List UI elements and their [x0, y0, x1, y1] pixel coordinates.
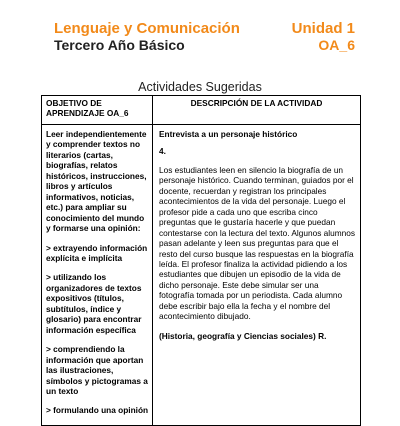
objective-statement: Leer independientemente y comprender textos no literarios (cartas, biografías, relatos históricos, instrucciones, libros y artículos informativos, noticias, etc.) para ampliar su conocimiento del mundo y formarse una opinión: — [46, 129, 147, 234]
objective-cell — [42, 125, 153, 426]
objective-bullet: > comprendiendo la información que aportan las ilustraciones, símbolos y pictogramas a un texto — [46, 344, 148, 396]
activity-title: Entrevista a un personaje histórico — [159, 129, 298, 139]
objective-bullet: > utilizando los organizadores de textos expositivos (títulos, subtítulos, índice y glosario) para encontrar información específica — [46, 272, 142, 335]
section-title: Actividades Sugeridas — [138, 80, 262, 94]
activity-description: Los estudiantes leen en silencio la biografía de un personaje histórico. Cuando terminan, guiados por el docente, recuerdan y registran los principales acontecimientos de la vida del personaje. Luego el profesor pide a cada uno que escriba cinco preguntas que le gustaría hacerle y que puedan contestarse con la lectura del texto. Algunos alumnos pasan adelante y leen sus preguntas para que el resto del curso busque las respuestas en la biografía leída. El profesor finaliza la actividad pidiendo a los estudiantes que dibujen un episodio de la vida de dicho personaje. Este debe simular ser una fotografía tomada por un periodista. Cada alumno debe escribir bajo ella la fecha y el nombre del acontecimiento dibujado. — [159, 164, 356, 322]
activity-subject-tag: (Historia, geografía y Ciencias sociales) R. — [159, 330, 327, 341]
objective-bullet: > extrayendo información explícita e implícita — [46, 242, 148, 263]
grade-title: Tercero Año Básico — [54, 37, 185, 53]
oa-code-label: OA_6 — [318, 37, 355, 53]
activity-number: 4. — [159, 146, 166, 157]
objective-column-header: OBJETIVO DE APRENDIZAJE OA_6 — [42, 96, 153, 125]
activity-column-header: DESCRIPCIÓN DE LA ACTIVIDAD — [153, 96, 361, 125]
table-row — [42, 125, 361, 426]
objective-bullet: > formulando una opinión — [46, 405, 149, 416]
table-header-row — [42, 96, 361, 125]
activity-cell — [153, 125, 361, 426]
unit-label: Unidad 1 — [291, 20, 355, 37]
activities-table — [41, 95, 361, 426]
subject-title: Lenguaje y Comunicación — [54, 20, 240, 37]
